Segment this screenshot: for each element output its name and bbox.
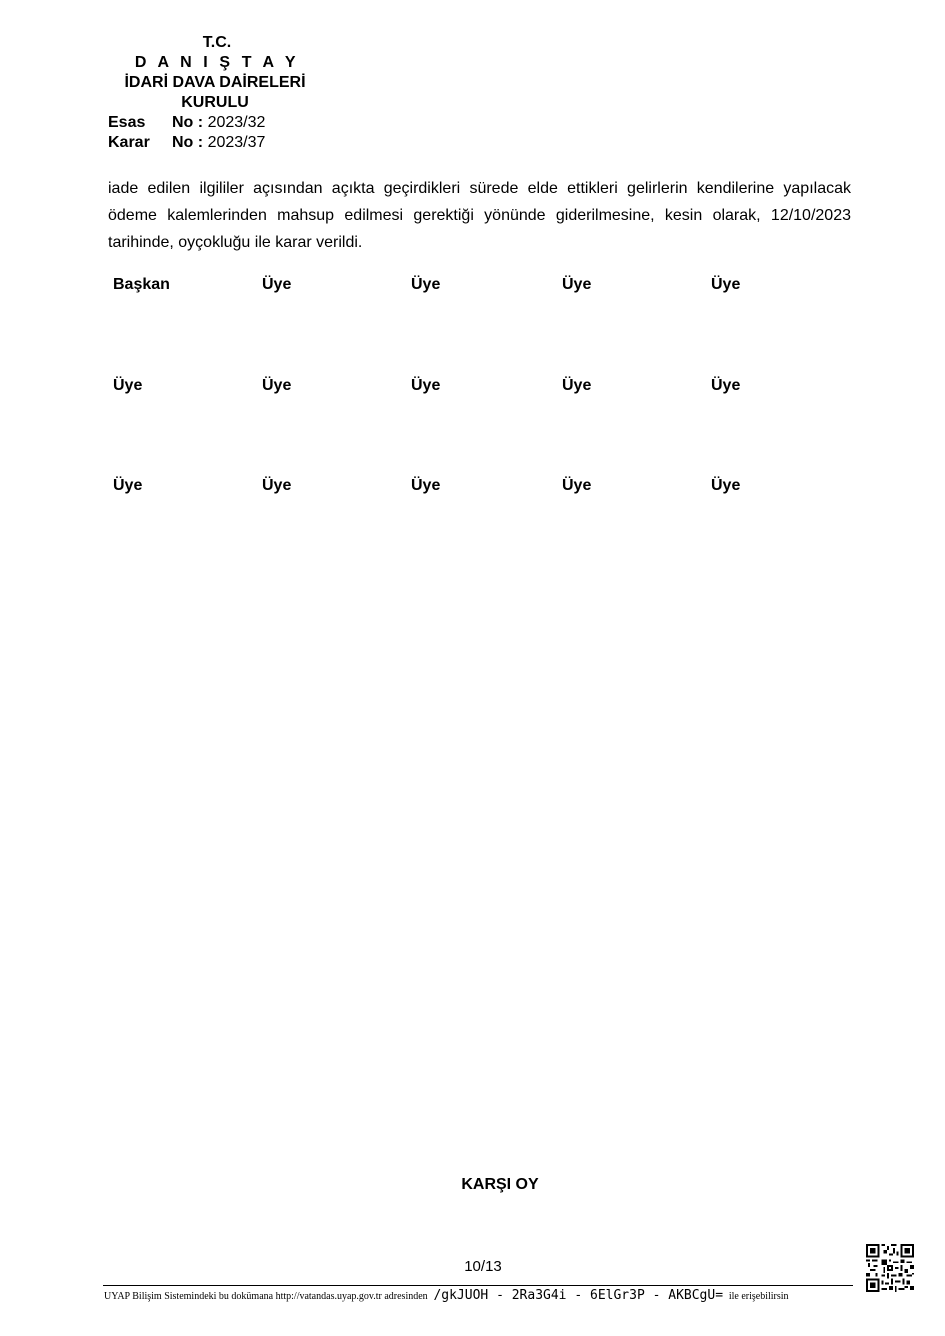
esas-no-label: No : <box>172 114 204 131</box>
signature-uye: Üye <box>113 377 143 394</box>
signature-uye: Üye <box>113 477 143 494</box>
signature-uye: Üye <box>711 377 741 394</box>
footer-suffix: ile erişebilirsin <box>728 1291 789 1302</box>
signature-uye: Üye <box>711 276 741 293</box>
footer-divider <box>103 1285 853 1286</box>
header-kurulu: KURULU <box>181 94 249 111</box>
esas-label: Esas <box>108 114 146 131</box>
signature-uye: Üye <box>262 477 292 494</box>
signature-uye: Üye <box>411 377 441 394</box>
karar-label: Karar <box>108 134 150 151</box>
karsi-oy-heading: KARŞI OY <box>461 1176 539 1193</box>
signature-uye: Üye <box>411 276 441 293</box>
header-tc: T.C. <box>202 34 232 51</box>
signature-uye: Üye <box>562 377 592 394</box>
footer-prefix: UYAP Bilişim Sistemindeki bu dokümana http://vatandas.uyap.gov.tr adresinden <box>104 1291 428 1302</box>
document-access-code: /gkJUOH - 2Ra3G4i - 6ElGr3P - AKBCgU= <box>433 1288 724 1303</box>
esas-no-value: 2023/32 <box>207 114 266 131</box>
signature-uye: Üye <box>262 377 292 394</box>
signature-uye: Üye <box>411 477 441 494</box>
signature-uye: Üye <box>711 477 741 494</box>
qr-code-icon <box>866 1244 914 1292</box>
page-number: 10/13 <box>464 1258 502 1275</box>
footer <box>104 1288 789 1305</box>
signature-uye: Üye <box>562 477 592 494</box>
header-idari-dava-daireleri: İDARİ DAVA DAİRELERİ <box>124 74 306 91</box>
signature-baskan: Başkan <box>113 276 170 293</box>
karar-no-value: 2023/37 <box>207 134 266 151</box>
decision-text: iade edilen ilgililer açısından açıkta geçirdikleri sürede elde ettikleri gelirlerin kendilerine yapılacak ödeme kalemlerinden mahsup edilmesi gerektiği yönünde giderilmesine, kesin olarak, 12/10/2023 tarihinde, oyçokluğu ile karar verildi. <box>108 180 851 251</box>
header-danistay: D A N I Ş T A Y <box>134 54 300 71</box>
signature-uye: Üye <box>562 276 592 293</box>
karar-no-label: No : <box>172 134 204 151</box>
signature-uye: Üye <box>262 276 292 293</box>
